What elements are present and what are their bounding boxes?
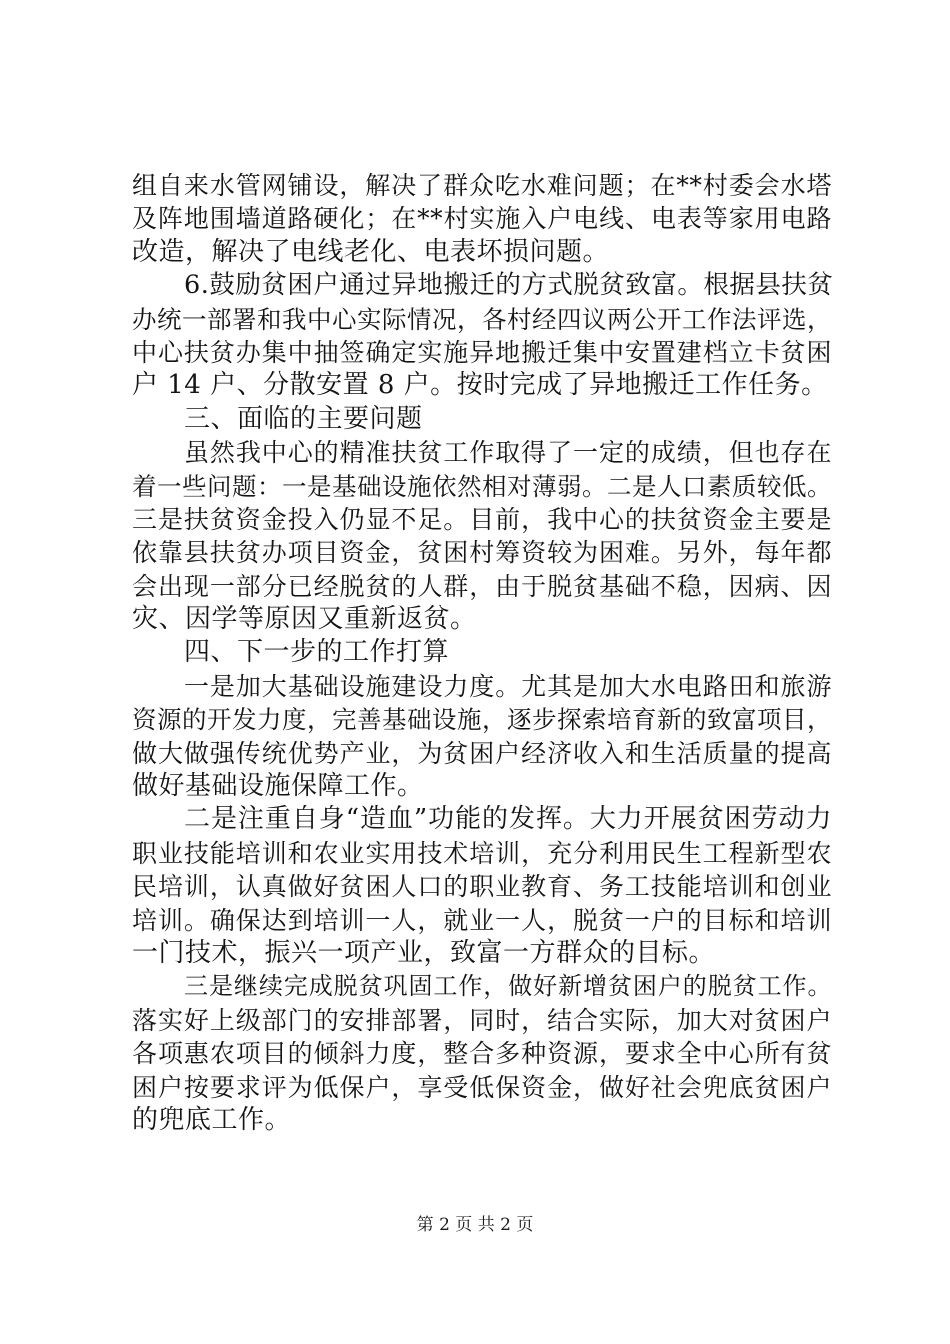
text-line: 的兜底工作。 (132, 1104, 292, 1135)
page-footer (0, 1214, 950, 1236)
text-line: 落实好上级部门的安排部署，同时，结合实际，加大对贫困户 (132, 1005, 832, 1035)
text-line: 灾、因学等原因又重新返贫。 (132, 604, 477, 635)
text-line: 民培训，认真做好贫困人口的职业教育、务工技能培训和创业 (132, 872, 832, 902)
section-heading: 三、面临的主要问题 (184, 403, 423, 434)
text-line: 改造，解决了电线老化、电表坏损问题。 (132, 236, 610, 267)
text-line: 二是注重自身“造血”功能的发挥。大力开展贫困劳动力 (184, 804, 832, 835)
text-line: 虽然我中心的精准扶贫工作取得了一定的成绩，但也存在 (184, 438, 832, 468)
text-line: 会出现一部分已经脱贫的人群，由于脱贫基础不稳，因病、因 (132, 571, 832, 601)
text-line: 培训。确保达到培训一人，就业一人，脱贫一户的目标和培训 (132, 905, 832, 935)
body-text (132, 169, 832, 1137)
text-line: 户 14 户、分散安置 8 户。按时完成了异地搬迁工作任务。 (132, 370, 828, 401)
text-line: 一是加大基础设施建设力度。尤其是加大水电路田和旅游 (184, 671, 832, 701)
text-line: 三是扶贫资金投入仍显不足。目前，我中心的扶贫资金主要是 (132, 504, 832, 534)
text-line: 做大做强传统优势产业，为贫困户经济收入和生活质量的提高 (132, 738, 832, 768)
text-line: 组自来水管网铺设，解决了群众吃水难问题；在**村委会水塔 (132, 171, 832, 200)
text-line: 6.鼓励贫困户通过异地搬迁的方式脱贫致富。根据县扶贫 (184, 270, 834, 301)
text-line: 中心扶贫办集中抽签确定实施异地搬迁集中安置建档立卡贫困 (132, 337, 832, 367)
text-line: 三是继续完成脱贫巩固工作，做好新增贫困户的脱贫工作。 (184, 972, 832, 1001)
text-line: 职业技能培训和农业实用技术培训，充分利用民生工程新型农 (132, 838, 832, 868)
text-line: 着一些问题：一是基础设施依然相对薄弱。二是人口素质较低。 (132, 471, 832, 501)
text-line: 各项惠农项目的倾斜力度，整合多种资源，要求全中心所有贫 (132, 1039, 832, 1069)
page-number: 第 2 页 共 2 页 (416, 1215, 534, 1235)
text-line: 做好基础设施保障工作。 (132, 771, 424, 802)
text-line: 及阵地围墙道路硬化；在**村实施入户电线、电表等家用电路 (132, 204, 832, 234)
text-line: 困户按要求评为低保户，享受低保资金，做好社会兜底贫困户 (132, 1072, 832, 1102)
text-line: 一门技术，振兴一项产业，致富一方群众的目标。 (132, 937, 716, 968)
text-line: 资源的开发力度，完善基础设施，逐步探索培育新的致富项目， (132, 705, 832, 735)
text-line: 办统一部署和我中心实际情况，各村经四议两公开工作法评选， (132, 304, 832, 334)
section-heading: 四、下一步的工作打算 (184, 637, 450, 668)
text-line: 依靠县扶贫办项目资金，贫困村筹资较为困难。另外，每年都 (132, 538, 832, 568)
